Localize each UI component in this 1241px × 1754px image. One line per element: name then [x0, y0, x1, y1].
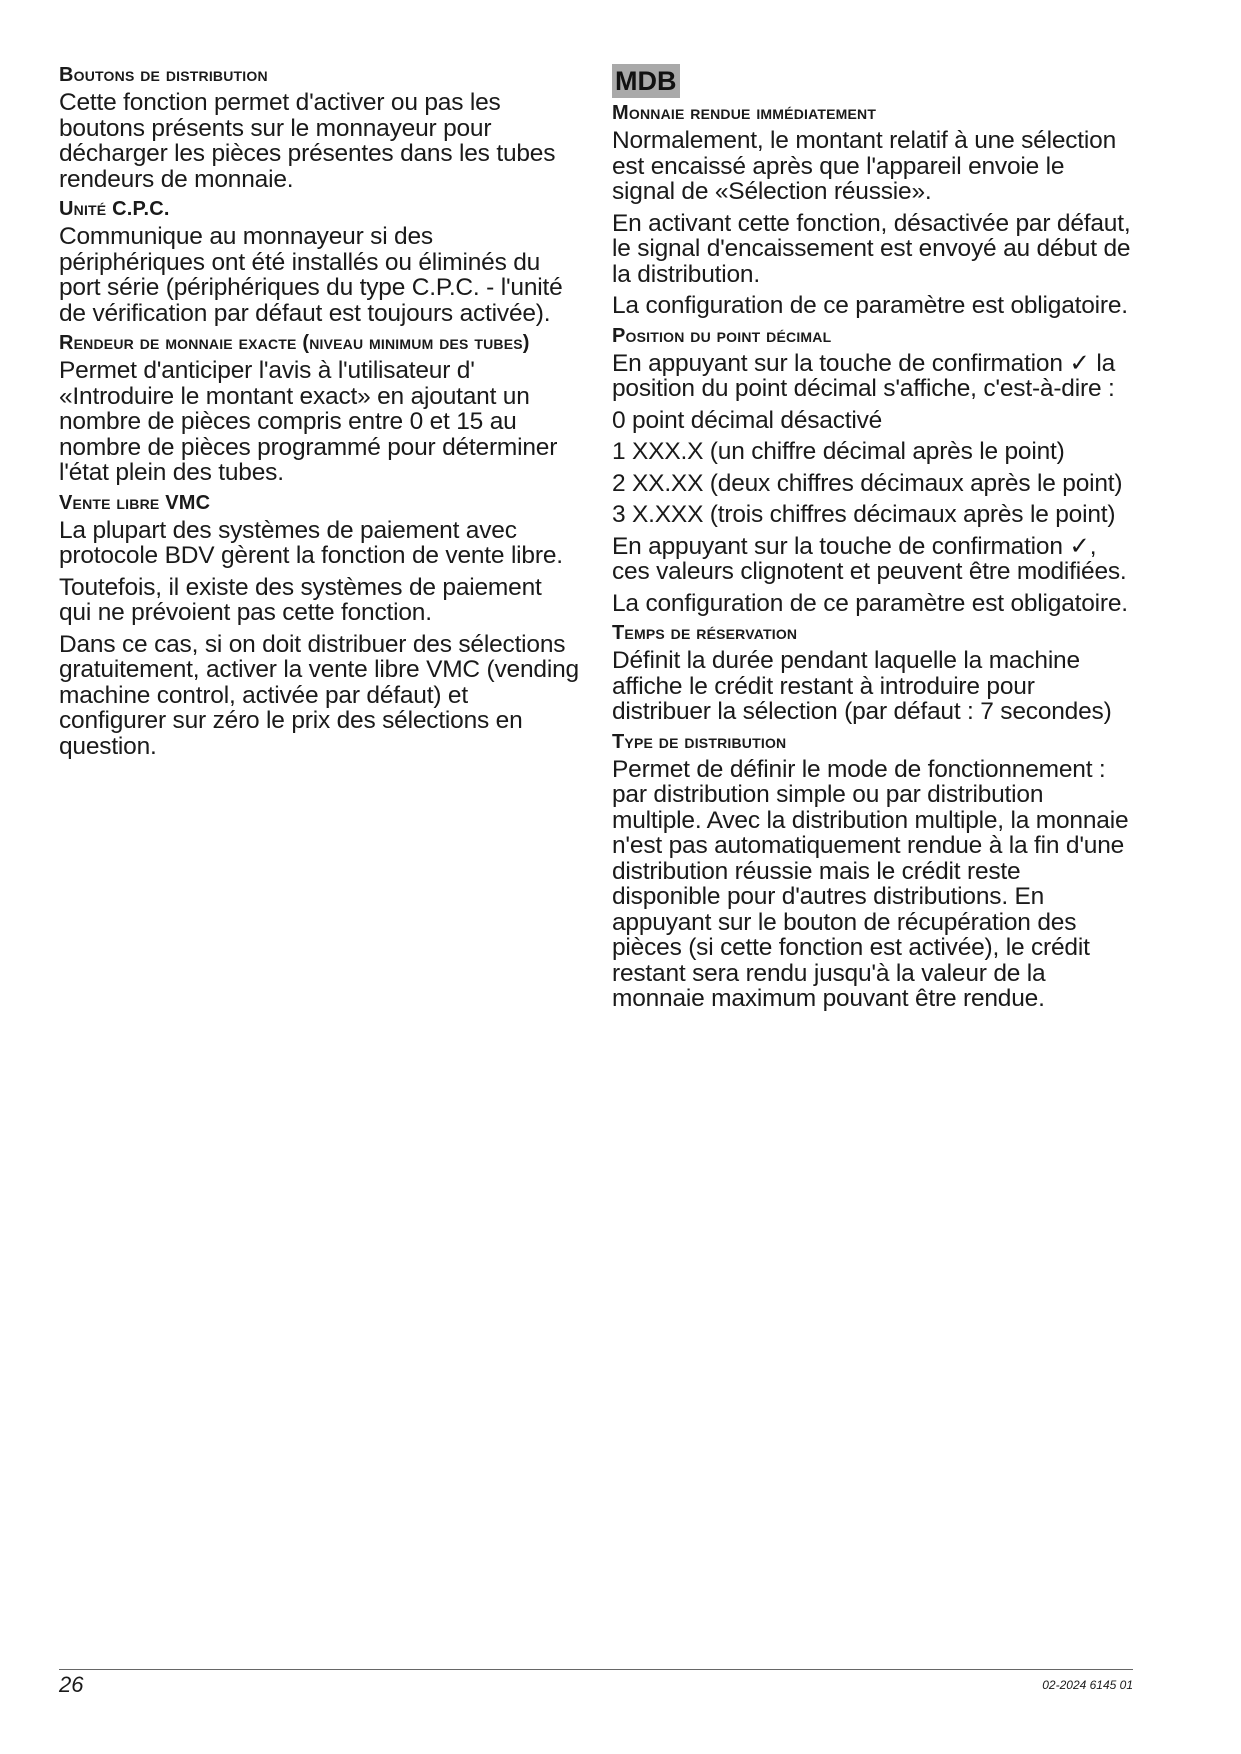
- section-heading: Unité C.P.C.: [59, 198, 170, 220]
- section-paragraph: 1 XXX.X (un chiffre décimal après le point): [612, 438, 1065, 465]
- page-number: 26: [59, 1672, 84, 1697]
- section-paragraph: Toutefois, il existe des systèmes de paiement qui ne prévoient pas cette fonction.: [59, 573, 542, 626]
- document-code: 02-2024 6145 01: [1042, 1678, 1133, 1692]
- section-type-distribution: [612, 731, 1132, 1012]
- section-paragraph: 2 XX.XX (deux chiffres décimaux après le point): [612, 469, 1123, 497]
- section-paragraph: Permet d'anticiper l'avis à l'utilisateur d' «Introduire le montant exact» en ajoutant un nombre de pièces compris entre 0 et 15 au nombre de pièces programmé pour déterminer l'état plein des tubes.: [59, 357, 558, 486]
- section-monnaie-rendue: [612, 102, 1132, 319]
- section-paragraph: Communique au monnayeur si des périphériques ont été installés ou éliminés du port série (périphériques du type C.P.C. - l'unité de vérification par défaut est toujours activée).: [59, 223, 563, 327]
- section-vente-libre-vmc: [59, 492, 579, 760]
- section-paragraph: Normalement, le montant relatif à une sélection est encaissé après que l'appareil envoie le signal de «Sélection réussie».: [612, 127, 1116, 205]
- section-paragraph: La configuration de ce paramètre est obligatoire.: [612, 589, 1128, 617]
- left-column: [59, 64, 579, 765]
- section-paragraph: En activant cette fonction, désactivée par défaut, le signal d'encaissement est envoyé au début de la distribution.: [612, 209, 1131, 288]
- section-heading: Boutons de distribution: [59, 64, 268, 86]
- section-paragraph: Dans ce cas, si on doit distribuer des sélections gratuitement, activer la vente libre VMC (vending machine control, activée par défaut) et configurer sur zéro le prix des sélections en question.: [59, 630, 579, 760]
- section-point-decimal: [612, 325, 1132, 617]
- section-paragraph: Définit la durée pendant laquelle la machine affiche le crédit restant à introduire pour distribuer la sélection (par défaut : 7 secondes): [612, 647, 1112, 725]
- section-paragraph: 3 X.XXX (trois chiffres décimaux après le point): [612, 501, 1116, 528]
- section-rendeur-monnaie-exacte: [59, 332, 579, 486]
- section-paragraph: La configuration de ce paramètre est obligatoire.: [612, 292, 1128, 319]
- section-heading: Vente libre VMC: [59, 491, 211, 514]
- section-temps-reservation: [612, 622, 1132, 725]
- section-unite-cpc: [59, 198, 579, 326]
- section-paragraph: 0 point décimal désactivé: [612, 406, 883, 434]
- mdb-tag: MDB: [612, 64, 680, 98]
- section-paragraph: Permet de définir le mode de fonctionnement : par distribution simple ou par distribution multiple. Avec la distribution multiple, la monnaie n'est pas automatiquement rendue à la fin d'une distribution réussie mais le crédit reste disponible pour d'autres distributions. En appuyant sur le bouton de récupération des pièces (si cette fonction est activée), le crédit restant sera rendu jusqu'à la valeur de la monnaie maximum pouvant être rendue.: [612, 755, 1129, 1012]
- section-heading: Position du point décimal: [612, 324, 832, 347]
- section-heading: Type de distribution: [612, 730, 787, 753]
- section-paragraph: En appuyant sur la touche de confirmation ✓ la position du point décimal s'affiche, c'est-à-dire :: [612, 349, 1115, 402]
- section-boutons-distribution: [59, 64, 579, 192]
- section-heading: Rendeur de monnaie exacte (niveau minimum des tubes): [59, 332, 530, 354]
- section-paragraph: Cette fonction permet d'activer ou pas les boutons présents sur le monnayeur pour décharger les pièces présentes dans les tubes rendeurs de monnaie.: [59, 89, 556, 193]
- footer-divider: [59, 1669, 1133, 1670]
- section-paragraph: En appuyant sur la touche de confirmation ✓, ces valeurs clignotent et peuvent être modifiées.: [612, 532, 1127, 585]
- section-heading: Temps de réservation: [612, 622, 798, 644]
- right-column: [612, 64, 1132, 1018]
- section-heading: Monnaie rendue immédiatement: [612, 102, 877, 124]
- section-paragraph: La plupart des systèmes de paiement avec protocole BDV gèrent la fonction de vente libre.: [59, 516, 563, 569]
